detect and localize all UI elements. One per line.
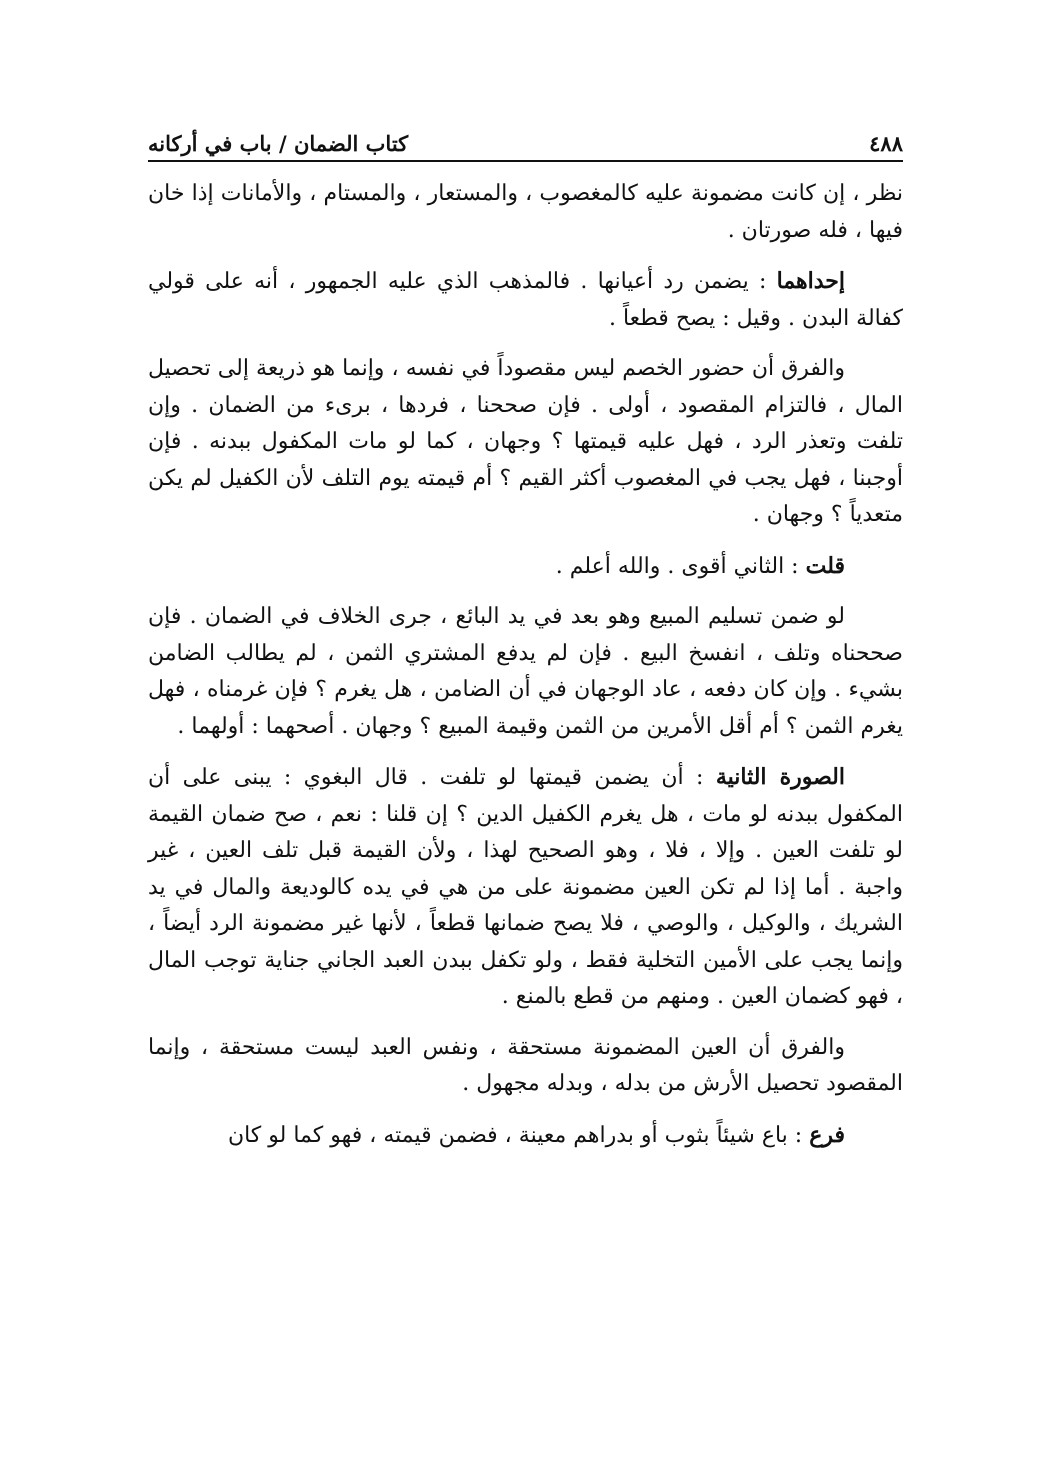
paragraph-text: نظر ، إن كانت مضمونة عليه كالمغصوب ، والمستعار ، والمستام ، والأمانات إذا خان فيها ، فله صورتان . [148, 181, 903, 243]
paragraph-1 [148, 176, 903, 249]
paragraph-text: والفرق أن حضور الخصم ليس مقصوداً في نفسه ، وإنما هو ذريعة إلى تحصيل المال ، فالتزام المقصود ، أولى . فإن صححنا ، فردها ، برىء من الضمان . وإن تلفت وتعذر الرد ، فهل عليه قيمتها ؟ وجهان ، كما لو مات المكفول ببدنه . فإن أوجبنا ، فهل يجب في المغصوب أكثر القيم ؟ أم قيمته يوم التلف لأن الكفيل لم يكن متعدياً ؟ وجهان . [148, 356, 903, 527]
page-header [148, 118, 903, 156]
paragraph-2 [148, 263, 903, 337]
paragraph-text: لو ضمن تسليم المبيع وهو بعد في يد البائع ، جرى الخلاف في الضمان . فإن صححناه وتلف ، انفسخ البيع . فإن لم يدفع المشتري الثمن ، لم يطالب الضامن بشيء . وإن كان دفعه ، عاد الوجهان في أن الضامن ، هل يغرم ؟ فإن غرمناه ، فهل يغرم الثمن ؟ أم أقل الأمرين من الثمن وقيمة المبيع ؟ وجهان . أصحهما : أولهما . [148, 604, 903, 739]
paragraph-lead: الصورة الثانية [715, 764, 845, 790]
paragraph-text: : أن يضمن قيمتها لو تلفت . قال البغوي : يبنى على أن المكفول ببدنه لو مات ، هل يغرم الكفيل الدين ؟ إن قلنا : نعم ، صح ضمان القيمة لو تلفت العين . وإلا ، فلا ، وهو الصحيح لهذا ، ولأن القيمة قبل تلف العين ، غير واجبة . أما إذا لم تكن العين مضمونة على من هي في يده كالوديعة والمال في يد الشريك ، والوكيل ، والوصي ، فلا يصح ضمانها قطعاً ، لأنها غير مضمونة الرد أيضاً ، وإنما يجب على الأمين التخلية فقط ، ولو تكفل ببدن العبد الجاني جناية توجب المال ، فهو كضمان العين . ومنهم من قطع بالمنع . [148, 765, 903, 1009]
paragraph-5 [148, 599, 903, 745]
paragraph-6 [148, 759, 903, 1016]
page-body [148, 176, 903, 1168]
paragraph-text: : يضمن رد أعيانها . فالمذهب الذي عليه الجمهور ، أنه على قولي كفالة البدن . وقيل : يصح قطعاً . [148, 269, 903, 331]
paragraph-text: : باع شيئاً بثوب أو بدراهم معينة ، فضمن قيمته ، فهو كما لو كان [227, 1122, 810, 1148]
header-divider [148, 160, 903, 162]
paragraph-4 [148, 548, 903, 586]
paragraph-lead: فرع [809, 1121, 845, 1148]
paragraph-3 [148, 351, 903, 534]
paragraph-8 [148, 1117, 903, 1155]
paragraph-7 [148, 1030, 903, 1103]
paragraph-lead: قلت [805, 552, 845, 579]
paragraph-text: : الثاني أقوى . والله أعلم . [555, 553, 806, 579]
paragraph-text: والفرق أن العين المضمونة مستحقة ، ونفس العبد ليست مستحقة ، وإنما المقصود تحصيل الأرش من بدله ، وبدله مجهول . [148, 1034, 903, 1096]
page-number: ٤٨٨ [869, 131, 903, 156]
paragraph-lead: إحداهما [776, 268, 846, 294]
running-title: كتاب الضمان / باب في أركانه [148, 131, 409, 156]
